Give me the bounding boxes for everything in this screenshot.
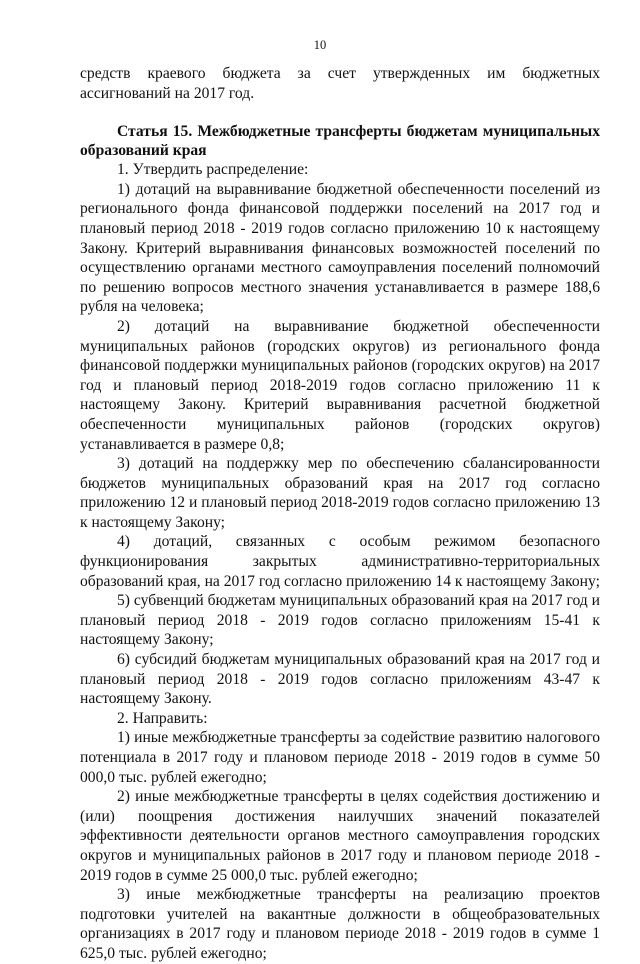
page-number: 10 <box>313 38 327 52</box>
paragraph-item-1-2: 2) дотаций на выравнивание бюджетной обеспеченности муниципальных районов (городских округов) из регионального фонда финансовой поддержки муниципальных районов (городских округов) на 2017 год и плановый период 2018-2019 годов согласно приложению 11 к настоящему Закону. Критерий выравнивания расчетной бюджетной обеспеченности муниципальных районов (городских округов) устанавливается в размере 0,8; <box>80 317 600 453</box>
paragraph-item-2-1: 1) иные межбюджетные трансферты за содействие развитию налогового потенциала в 2017 году и плановом периоде 2018 - 2019 годов в сумме 50 000,0 тыс. рублей ежегодно; <box>80 729 600 786</box>
paragraph-item-1-4: 4) дотаций, связанных с особым режимом безопасного функционирования закрытых административно-территориальных образований края, на 2017 год согласно приложению 14 к настоящему Закону; <box>80 533 600 590</box>
paragraph-item-1-3: 3) дотаций на поддержку мер по обеспечению сбалансированности бюджетов муниципальных образований края на 2017 год согласно приложению 12 и плановый период 2018-2019 годов согласно приложению 13 к настоящему Закону; <box>80 455 600 531</box>
paragraph-approve: 1. Утвердить распределение: <box>117 161 309 179</box>
paragraph-item-1-5: 5) субвенций бюджетам муниципальных образований края на 2017 год и плановый период 2018 - 2019 годов согласно приложениям 15-41 к настоящему Закону; <box>80 592 600 649</box>
article-heading: Статья 15. Межбюджетные трансферты бюджетам муниципальных образований края <box>80 123 600 160</box>
paragraph-continuation: средств краевого бюджета за счет утвержденных им бюджетных ассигнований на 2017 год. <box>80 65 600 102</box>
paragraph-item-1-1: 1) дотаций на выравнивание бюджетной обеспеченности поселений из регионального фонда финансовой поддержки поселений на 2017 год и плановый период 2018 - 2019 годов согласно приложению 10 к настоящему Закону. Критерий выравнивания финансовых возможностей поселений по осуществлению органами местного самоуправления поселений полномочий по решению вопросов местного значения устанавливается в размере 188,6 рубля на человека; <box>80 180 600 316</box>
paragraph-item-1-6: 6) субсидий бюджетам муниципальных образований края на 2017 год и плановый период 2018 - 2019 годов согласно приложениям 43-47 к настоящему Закону. <box>80 651 600 708</box>
paragraph-item-2-3: 3) иные межбюджетные трансферты на реализацию проектов подготовки учителей на вакантные должности в общеобразовательных организациях в 2017 году и плановом периоде 2018 - 2019 годов в сумме 1 625,0 тыс. рублей ежегодно; <box>80 886 600 962</box>
paragraph-direct: 2. Направить: <box>117 709 208 727</box>
paragraph-item-2-2: 2) иные межбюджетные трансферты в целях содействия достижению и (или) поощрения достижения наилучших значений показателей эффективности деятельности органов местного самоуправления городских округов и муниципальных районов в 2017 году и плановом периоде 2018 - 2019 годов в сумме 25 000,0 тыс. рублей ежегодно; <box>80 788 600 884</box>
document-body <box>80 64 600 964</box>
